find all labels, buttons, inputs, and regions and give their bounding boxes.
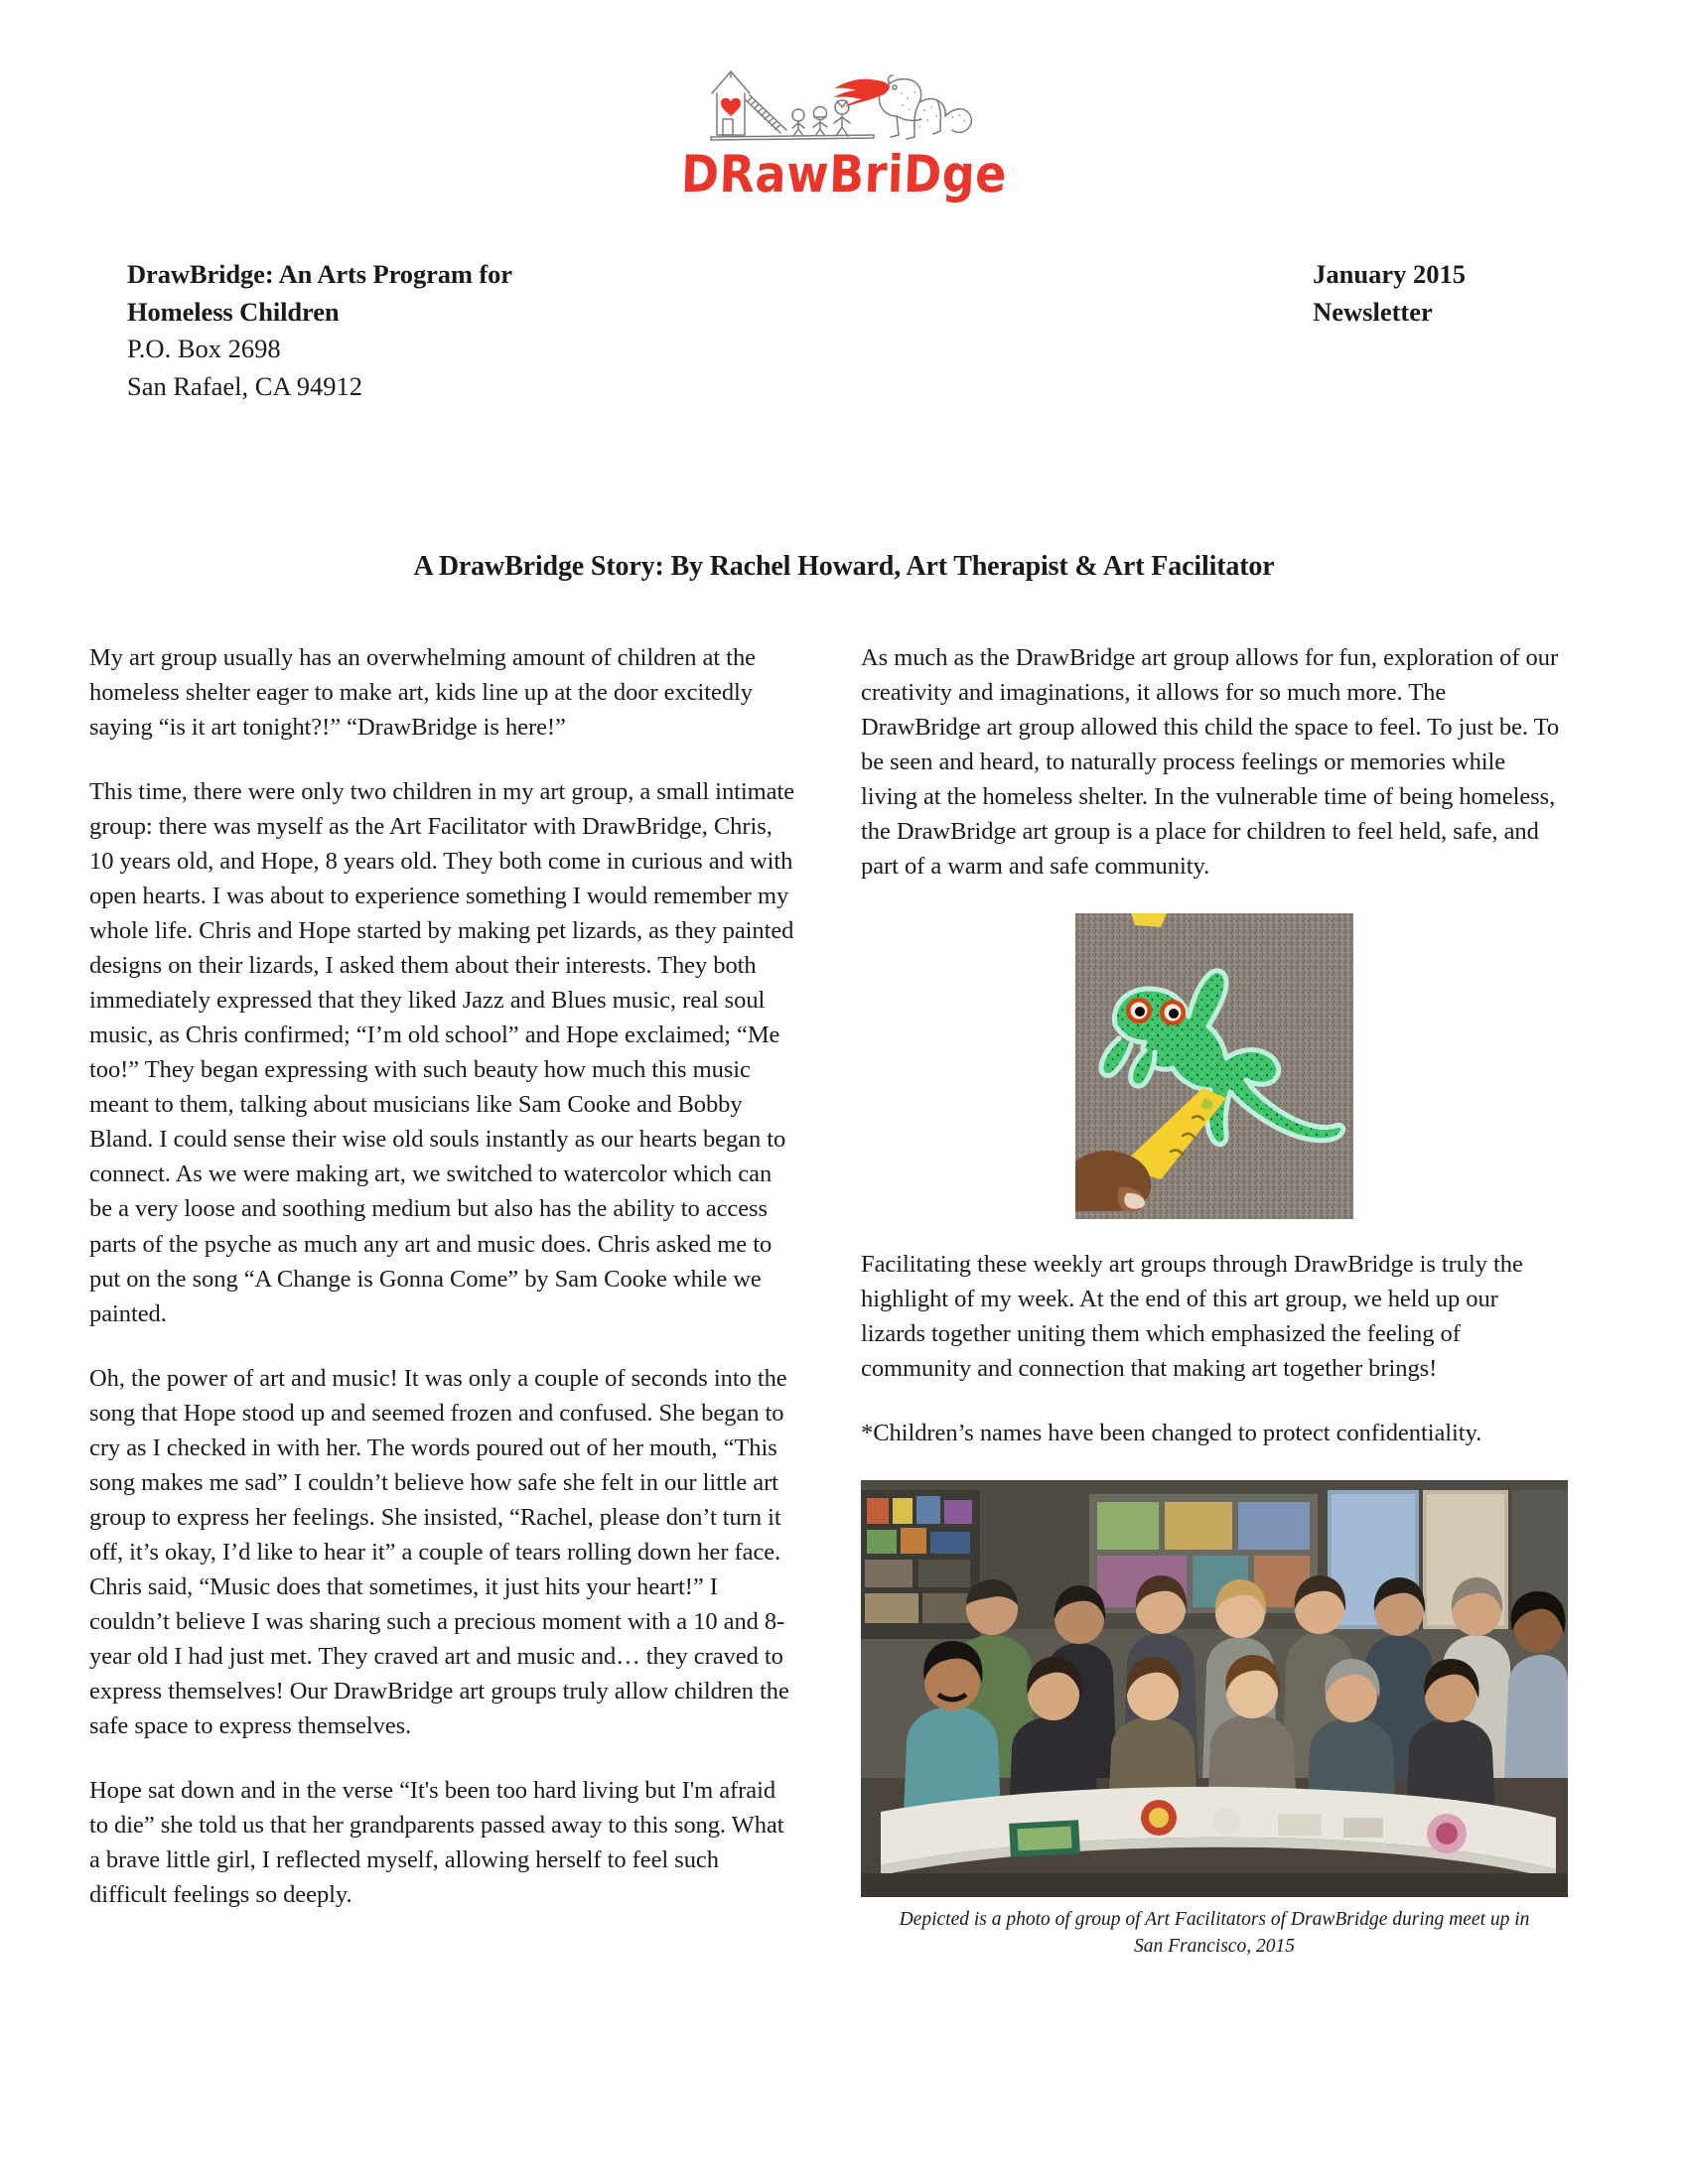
paragraph: Oh, the power of art and music! It was only a couple of seconds into the song that Hope stood up and seemed frozen and confused. She began to cry as I checked in with her. The words poured out of her mouth, “This song makes me sad” I couldn’t believe how safe she felt in our little art group to express her feelings. She insisted, “Rachel, please don’t turn it off, it’s okay, I’d like to hear it” a couple of tears rolling down her face. Chris said, “Music does that sometimes, it just hits your heart!” I couldn’t believe I was sharing such a precious moment with a 10 and 8-year old I had just met. They craved art and music and… they craved to express themselves! Our DrawBridge art groups truly allow children the safe space to express themselves. bbox=[89, 1364, 789, 1739]
issue-label: Newsletter bbox=[1313, 296, 1433, 327]
right-column bbox=[861, 640, 1568, 1960]
group-photo bbox=[861, 1480, 1568, 1897]
issue-block bbox=[1313, 256, 1561, 331]
logo-illustration-icon bbox=[695, 58, 993, 149]
lizard-photo bbox=[1075, 913, 1353, 1219]
issue-date: January 2015 bbox=[1313, 259, 1466, 289]
org-name-line-1: DrawBridge: An Arts Program for bbox=[127, 259, 512, 289]
lizard-photo-figure bbox=[861, 913, 1568, 1219]
organization-block bbox=[127, 256, 512, 406]
article-body bbox=[89, 640, 1614, 1960]
left-column bbox=[89, 640, 796, 1912]
masthead bbox=[127, 256, 1561, 406]
org-address-line-2: San Rafael, CA 94912 bbox=[127, 370, 362, 401]
org-address-line-1: P.O. Box 2698 bbox=[127, 334, 281, 364]
paragraph: Hope sat down and in the verse “It's been too hard living but I'm afraid to die” she told us that her grandparents passed away to this song. What a brave little girl, I reflected myself, allowing herself to feel such difficult feelings so deeply. bbox=[89, 1776, 784, 1909]
drawbridge-logo bbox=[0, 58, 1688, 205]
group-photo-figure bbox=[861, 1480, 1568, 1960]
article-title: A DrawBridge Story: By Rachel Howard, Art Therapist & Art Facilitator bbox=[413, 551, 1275, 582]
paragraph: My art group usually has an overwhelming amount of children at the homeless shelter eager to make art, kids line up at the door excitedly saying “is it art tonight?!” “DrawBridge is here!” bbox=[89, 644, 756, 742]
heart-icon bbox=[721, 98, 741, 116]
logo-wordmark: DRawBriDge bbox=[679, 143, 1009, 205]
confidentiality-note: *Children’s names have been changed to protect confidentiality. bbox=[861, 1420, 1482, 1447]
org-name-line-2: Homeless Children bbox=[127, 296, 340, 327]
group-photo-caption: Depicted is a photo of group of Art Facilitators of DrawBridge during meet up in San Francisco, 2015 bbox=[899, 1909, 1530, 1957]
paragraph: Facilitating these weekly art groups through DrawBridge is truly the highlight of my week. At the end of this art group, we held up our lizards together uniting them which emphasized the feeling of community and connection that making art together brings! bbox=[861, 1251, 1523, 1383]
paragraph: As much as the DrawBridge art group allows for fun, exploration of our creativity and imaginations, it allows for so much more. The DrawBridge art group allowed this child the space to feel. To just be. To be seen and heard, to naturally process feelings or memories while living at the homeless shelter. In the vulnerable time of being homeless, the DrawBridge art group is a place for children to feel held, safe, and part of a warm and safe community. bbox=[861, 644, 1560, 881]
paragraph: This time, there were only two children in my art group, a small intimate group: there was myself as the Art Facilitator with DrawBridge, Chris, 10 years old, and Hope, 8 years old. They both come in curious and with open hearts. I was about to experience something I would remember my whole life. Chris and Hope started by making pet lizards, as they painted designs on their lizards, I asked them about their interests. They both immediately expressed that they liked Jazz and Blues music, real soul music, as Chris confirmed; “I’m old school” and Hope exclaimed; “Me too!” They began expressing with such beauty how much this music meant to them, talking about musicians like Sam Cooke and Bobby Bland. I could sense their wise old souls instantly as our hearts began to connect. As we were making art, we switched to watercolor which can be a very loose and soothing medium but also has the ability to access parts of the psyche as much any art and music does. Chris asked me to put on the song “A Change is Gonna Come” by Sam Cooke while we painted. bbox=[89, 778, 795, 1327]
